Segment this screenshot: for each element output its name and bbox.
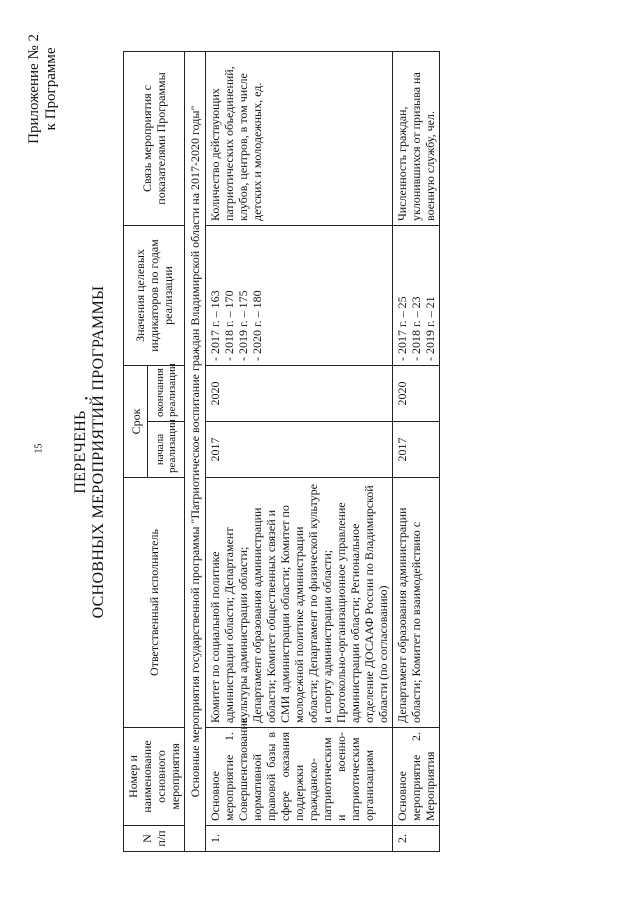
- value-item: - 2020 г. – 180: [250, 290, 264, 361]
- row-start: 2017: [393, 422, 440, 478]
- row-num: 1.: [206, 826, 393, 852]
- rotated-page: [20, 12, 620, 892]
- row-link: Численность граждан, уклонившихся от призыва на военную службу, чел.: [393, 52, 440, 226]
- section-row: [185, 52, 206, 852]
- header-executor: Ответственный исполнитель: [124, 478, 185, 728]
- value-item: - 2019 г. – 21: [423, 296, 437, 361]
- row-num: 2.: [393, 826, 440, 852]
- row-end: 2020: [206, 366, 393, 422]
- row-end: 2020: [393, 366, 440, 422]
- row-values: [393, 226, 440, 366]
- row-name: Основное мероприятие 2. Мероприятия: [393, 728, 440, 826]
- row-start: 2017: [206, 422, 393, 478]
- table-row: [393, 52, 440, 852]
- value-item: - 2018 г. – 23: [409, 296, 423, 361]
- header-term: Срок: [124, 366, 148, 478]
- row-executor: Комитет по социальной политике администрации области; Департамент культуры администрации области; Департамент образования администрации области; Комитет общественных связей и СМИ администрации области; Комитет по молодежной политике администрации области; Департамент по физической культуре и спорту администрации области; Протокольно-организационное управление администрации области; Региональное отделение ДОСААФ России по Владимирской области (по согласованию): [206, 478, 393, 728]
- value-item: - 2019 г. – 175: [236, 290, 250, 361]
- header-link: Связь мероприятия с показателями Программы: [124, 52, 185, 226]
- appendix-label: [26, 34, 60, 144]
- row-link: Количество действующих патриотических объединений, клубов, центров, в том числе детских и молодежных, ед.: [206, 52, 393, 226]
- value-item: - 2018 г. – 170: [222, 290, 236, 361]
- row-values: [206, 226, 393, 366]
- header-name: Номер и наименование основного мероприятия: [124, 728, 185, 826]
- header-start: начала реализации: [148, 422, 185, 478]
- header-num: N п/п: [124, 826, 185, 852]
- row-executor: Департамент образования администрации области; Комитет по взаимодействию с: [393, 478, 440, 728]
- value-item: - 2017 г. – 163: [208, 290, 222, 361]
- value-item: - 2017 г. – 25: [395, 296, 409, 361]
- section-title: Основные мероприятия государственной программы "Патриотическое воспитание граждан Владимирской области на 2017-2020 годы": [185, 52, 206, 852]
- appendix-line-2: к Программе: [43, 47, 59, 131]
- appendix-line-1: Приложение № 2: [26, 34, 42, 144]
- header-row-1: [124, 52, 148, 852]
- title-line-1: ПЕРЕЧЕНЬ: [72, 410, 89, 494]
- header-end: окончания реализации: [148, 366, 185, 422]
- measures-table: [123, 51, 440, 852]
- document-title: [72, 12, 108, 892]
- header-values: Значения целевых индикаторов по годам реализации: [124, 226, 185, 366]
- table-row: [206, 52, 393, 852]
- stray-dot: •: [82, 396, 93, 400]
- page-number: 15: [33, 443, 45, 454]
- title-line-2: ОСНОВНЫХ МЕРОПРИЯТИЙ ПРОГРАММЫ: [90, 285, 107, 619]
- row-name: Основное мероприятие 1. Совершенствование нормативной правовой базы в сфере оказания поддержки гражданско-патриотическим и военно-патриотическим организациям: [206, 728, 393, 826]
